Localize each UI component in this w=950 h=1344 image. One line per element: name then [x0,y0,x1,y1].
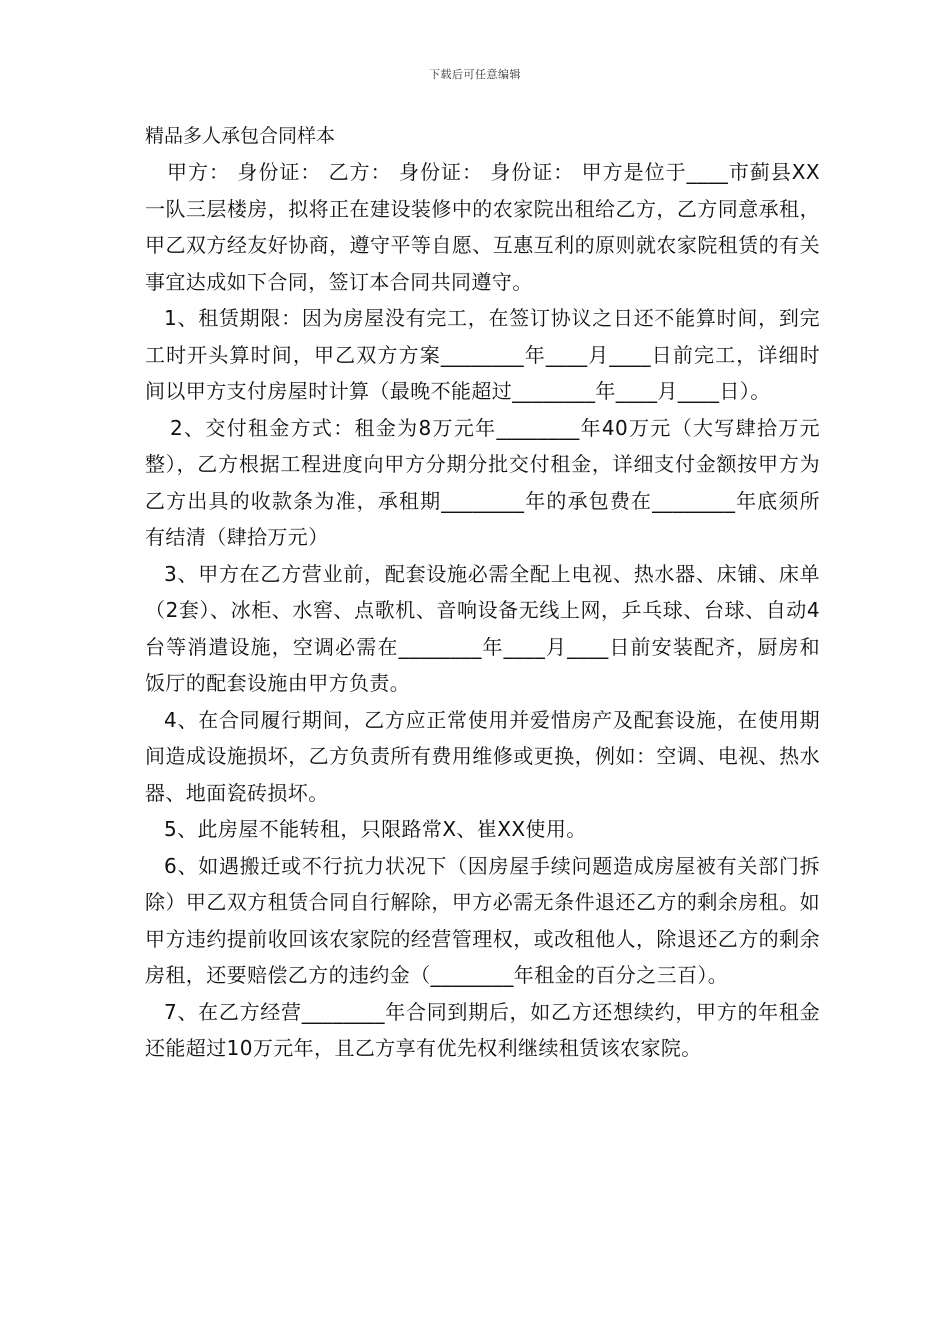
clause-7-renewal: 7、在乙方经营________年合同到期后，如乙方还想续约，甲方的年租金还能超过10万元年，且乙方享有优先权利继续租赁该农家院。 [145,999,820,1060]
clause-1-lease-term: 1、租赁期限：因为房屋没有完工，在签订协议之日还不能算时间，到完工时开头算时间，甲乙双方方案________年____月____日前完工，详细时间以甲方支付房屋时计算（最晚不能超过________年____月____日）。 [145,306,820,403]
clause-2-payment: 2、交付租金方式：租金为8万元年________年40万元（大写肆拾万元整），乙方根据工程进度向甲方分期分批交付租金，详细支付金额按甲方为乙方出具的收款条为准，承租期________年的承包费在________年底须所有结清（肆拾万元） [145,415,820,549]
clause-4-maintenance: 4、在合同履行期间，乙方应正常使用并爱惜房产及配套设施，在使用期间造成设施损坏，乙方负责所有费用维修或更换，例如：空调、电视、热水器、地面瓷砖损坏。 [145,707,820,805]
document-title: 精品多人承包合同样本 [145,125,336,147]
clause-3-facilities: 3、甲方在乙方营业前，配套设施必需全配上电视、热水器、床铺、床单（2套）、冰柜、水窖、点歌机、音响设备无线上网，乒乓球、台球、自动4台等消遣设施，空调必需在________年____月____日前安装配齐，厨房和饭厅的配套设施由甲方负责。 [145,561,820,695]
clause-6-termination: 6、如遇搬迁或不行抗力状况下（因房屋手续问题造成房屋被有关部门拆除）甲乙双方租赁合同自行解除，甲方必需无条件退还乙方的剩余房租。如甲方违约提前收回该农家院的经营管理权，或改租他人，除退还乙方的剩余房租，还要赔偿乙方的违约金（________年租金的百分之三百）。 [145,853,820,987]
preamble-paragraph: 甲方： 身份证： 乙方： 身份证： 身份证： 甲方是位于____市蓟县XX一队三层楼房，拟将正在建设装修中的农家院出租给乙方，乙方同意承租，甲乙双方经友好协商，遵守平等自愿、互惠互利的原则就农家院租赁的有关事宜达成如下合同，签订本合同共同遵守。 [145,160,820,294]
document-body [145,118,820,1067]
clause-5-no-sublet: 5、此房屋不能转租，只限路常X、崔XX使用。 [164,817,587,841]
page-header-note: 下载后可任意编辑 [429,68,521,81]
